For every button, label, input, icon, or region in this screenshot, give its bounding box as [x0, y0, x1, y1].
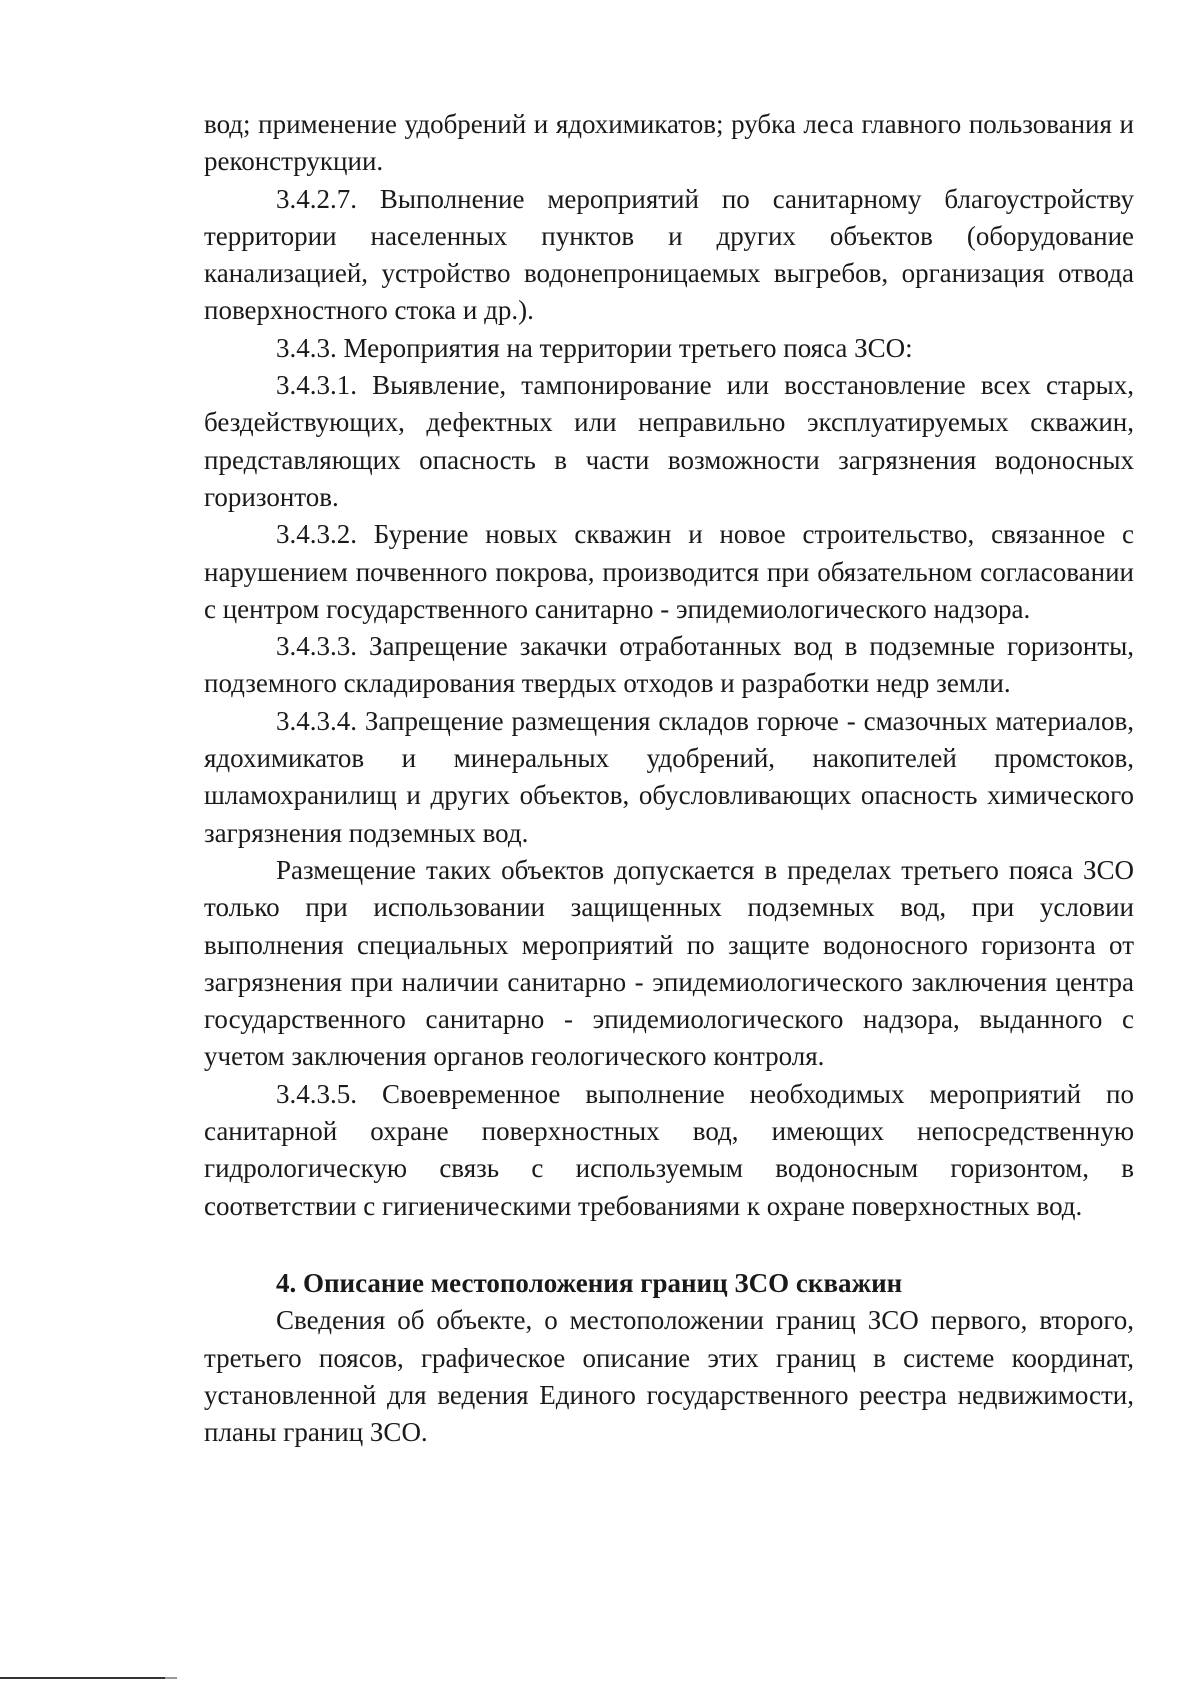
paragraph-3-4-3-5: 3.4.3.5. Своевременное выполнение необходимых мероприятий по санитарной охране поверхностных вод, имеющих непосредственную гидрологическую связь с используемым водоносным горизонтом, в соответствии с гигиеническими требованиями к охране поверхностных вод. [204, 1078, 1134, 1221]
section-heading: 4. Описание местоположения границ ЗСО скважин [276, 1267, 903, 1298]
paragraph-3-4-3-4: 3.4.3.4. Запрещение размещения складов горюче - смазочных материалов, ядохимикатов и минеральных удобрений, накопителей промстоков, шламохранилищ и других объектов, обусловливающих опасность химического загрязнения подземных вод. [204, 705, 1134, 848]
paragraph-3-4-3-3: 3.4.3.3. Запрещение закачки отработанных вод в подземные горизонты, подземного складирования твердых отходов и разработки недр земли. [204, 631, 1134, 699]
paragraph-placement-conditions: Размещение таких объектов допускается в пределах третьего пояса ЗСО только при использовании защищенных подземных вод, при условии выполнения специальных мероприятий по защите водоносного горизонта от загрязнения при наличии санитарно - эпидемиологического заключения центра государственного санитарно - эпидемиологического надзора, выданного с учетом заключения органов геологического контроля. [204, 854, 1134, 1072]
footer-rule [0, 1677, 165, 1679]
section-paragraph: Сведения об объекте, о местоположении границ ЗСО первого, второго, третьего поясов, графическое описание этих границ в системе координат, установленной для ведения Единого государственного реестра недвижимости, планы границ ЗСО. [204, 1305, 1134, 1448]
paragraph-3-4-3-2: 3.4.3.2. Бурение новых скважин и новое строительство, связанное с нарушением почвенного покрова, производится при обязательном согласовании с центром государственного санитарно - эпидемиологического надзора. [204, 519, 1134, 624]
paragraph-3-4-3-1: 3.4.3.1. Выявление, тампонирование или восстановление всех старых, бездействующих, дефектных или неправильно эксплуатируемых скважин, представляющих опасность в части возможности загрязнения водоносных горизонтов. [204, 370, 1134, 512]
document-body [204, 106, 1134, 1451]
paragraph-3-4-3: 3.4.3. Мероприятия на территории третьего пояса ЗСО: [276, 332, 913, 363]
footer-rule-tail [165, 1677, 177, 1679]
paragraph-3-4-2-7: 3.4.2.7. Выполнение мероприятий по санитарному благоустройству территории населенных пунктов и других объектов (оборудование канализацией, устройство водонепроницаемых выгребов, организация отвода поверхностного стока и др.). [204, 183, 1134, 326]
paragraph-continuation: вод; применение удобрений и ядохимикатов; рубка леса главного пользования и реконструкции. [204, 109, 1134, 177]
